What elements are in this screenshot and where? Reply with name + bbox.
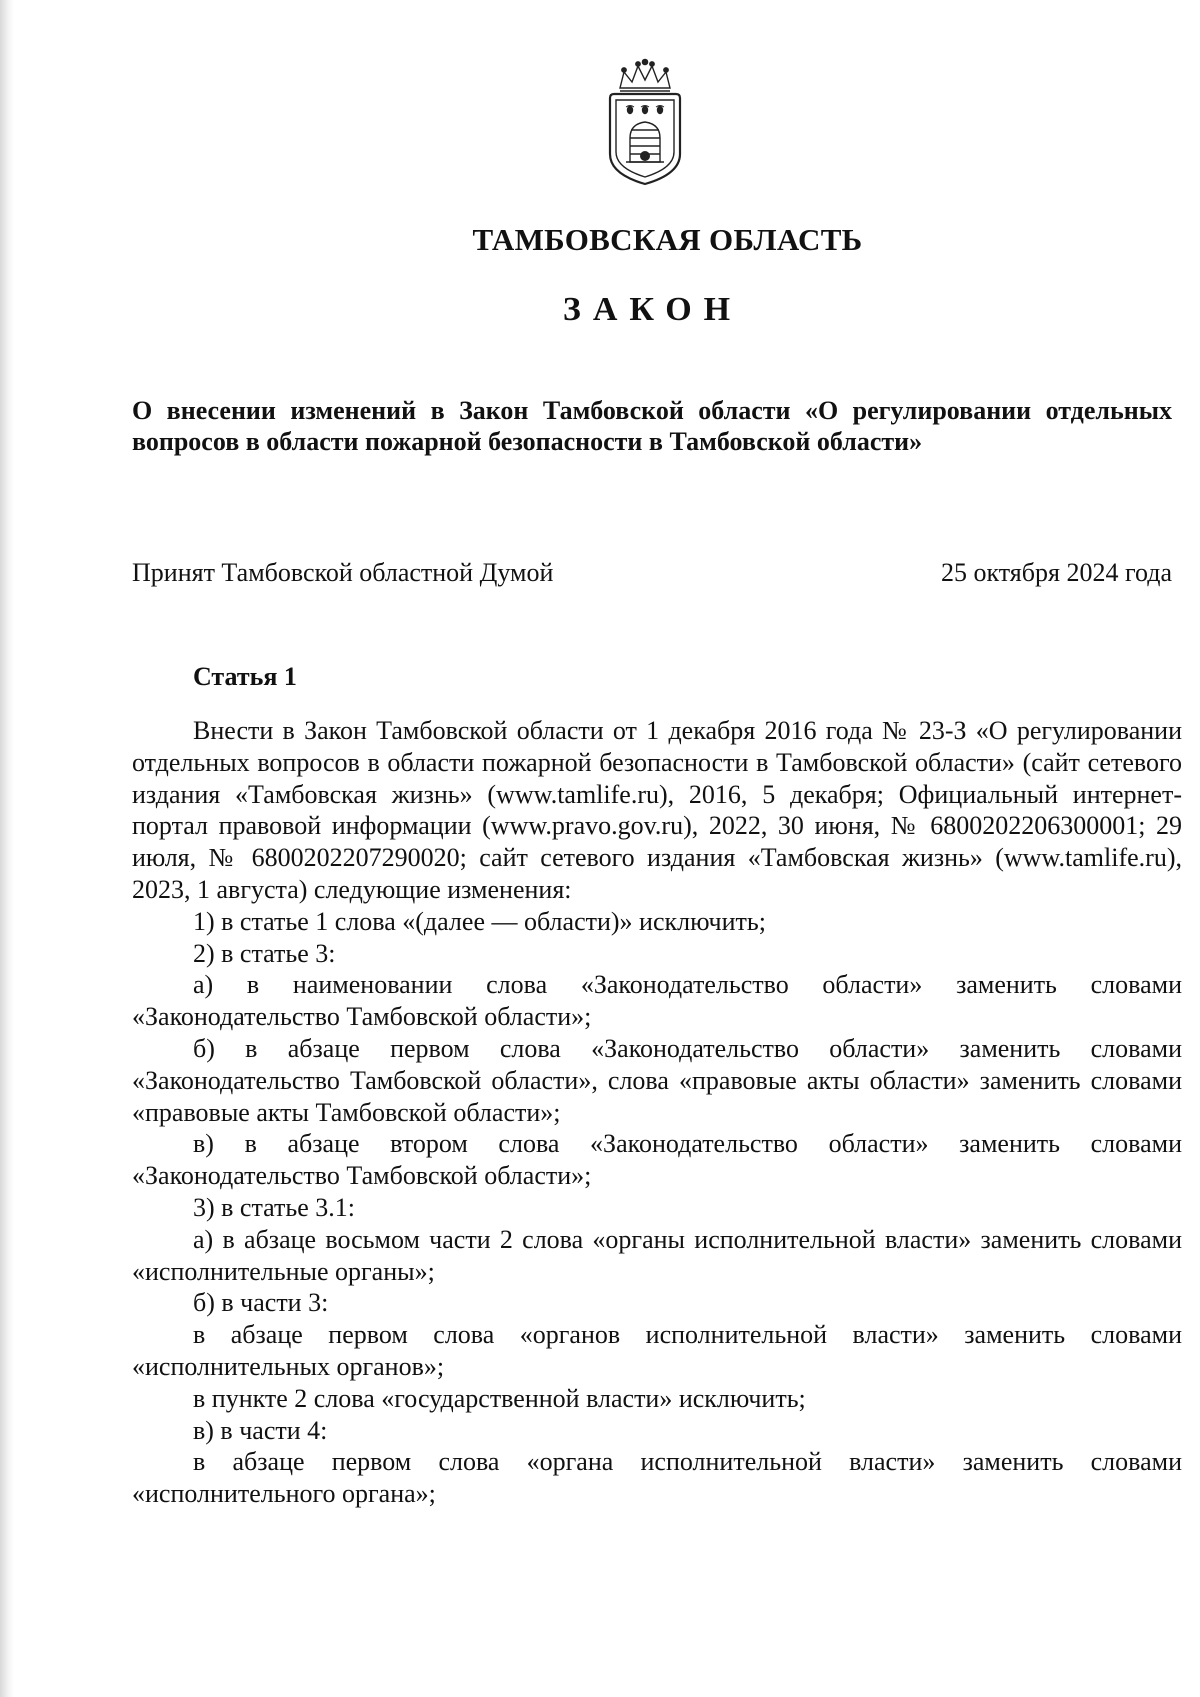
article-paragraph: 2) в статье 3:: [193, 938, 336, 968]
article-paragraph: в абзаце первом слова «органа исполнительной власти» заменить словами «исполнительного органа»;: [132, 1447, 1182, 1509]
article-paragraph: а) в наименовании слова «Законодательство области» заменить словами «Законодательство Тамбовской области»;: [132, 970, 1182, 1032]
article-paragraph: 3) в статье 3.1:: [193, 1192, 356, 1222]
article-body: [132, 715, 1182, 1510]
document-type-title: ЗАКОН: [562, 291, 743, 328]
article-paragraph: Внести в Закон Тамбовской области от 1 декабря 2016 года № 23-З «О регулировании отдельных вопросов в области пожарной безопасности в Тамбовской области» (сайт сетевого издания «Тамбовская жизнь» (www.tamlife.ru), 2016, 5 декабря; Официальный интернет-портал правовой информации (www.pravo.gov.ru), 2022, 30 июня, № 6800202206300001; 29 июля, № 6800202207290020; сайт сетевого издания «Тамбовская жизнь» (www.tamlife.ru), 2023, 1 августа) следующие изменения:: [132, 716, 1182, 904]
adopted-by-text: Принят Тамбовской областной Думой: [132, 558, 554, 587]
article-paragraph: б) в абзаце первом слова «Законодательство области» заменить словами «Законодательство Тамбовской области», слова «правовые акты области» заменить словами «правовые акты Тамбовской области»;: [132, 1033, 1182, 1127]
article-paragraph: 1) в статье 1 слова «(далее — области)» исключить;: [193, 906, 766, 936]
law-subject-heading: О внесении изменений в Закон Тамбовской области «О регулировании отдельных вопросов в области пожарной безопасности в Тамбовской области»: [132, 396, 1172, 456]
adoption-row: [132, 558, 1172, 588]
article-paragraph: в) в абзаце втором слова «Законодательство области» заменить словами «Законодательство Тамбовской области»;: [132, 1129, 1182, 1191]
article-paragraph: б) в части 3:: [193, 1288, 329, 1318]
article-paragraph: в пункте 2 слова «государственной власти» исключить;: [193, 1383, 806, 1413]
article-heading: Статья 1: [193, 662, 297, 691]
article-paragraph: в) в части 4:: [193, 1415, 328, 1445]
adoption-date: 25 октября 2024 года: [941, 558, 1172, 587]
region-title: ТАМБОВСКАЯ ОБЛАСТЬ: [472, 222, 863, 257]
article-paragraph: а) в абзаце восьмом части 2 слова «органы исполнительной власти» заменить словами «исполнительные органы»;: [132, 1224, 1182, 1286]
coat-of-arms-icon: [600, 58, 690, 188]
article-paragraph: в абзаце первом слова «органов исполнительной власти» заменить словами «исполнительных органов»;: [132, 1320, 1182, 1381]
